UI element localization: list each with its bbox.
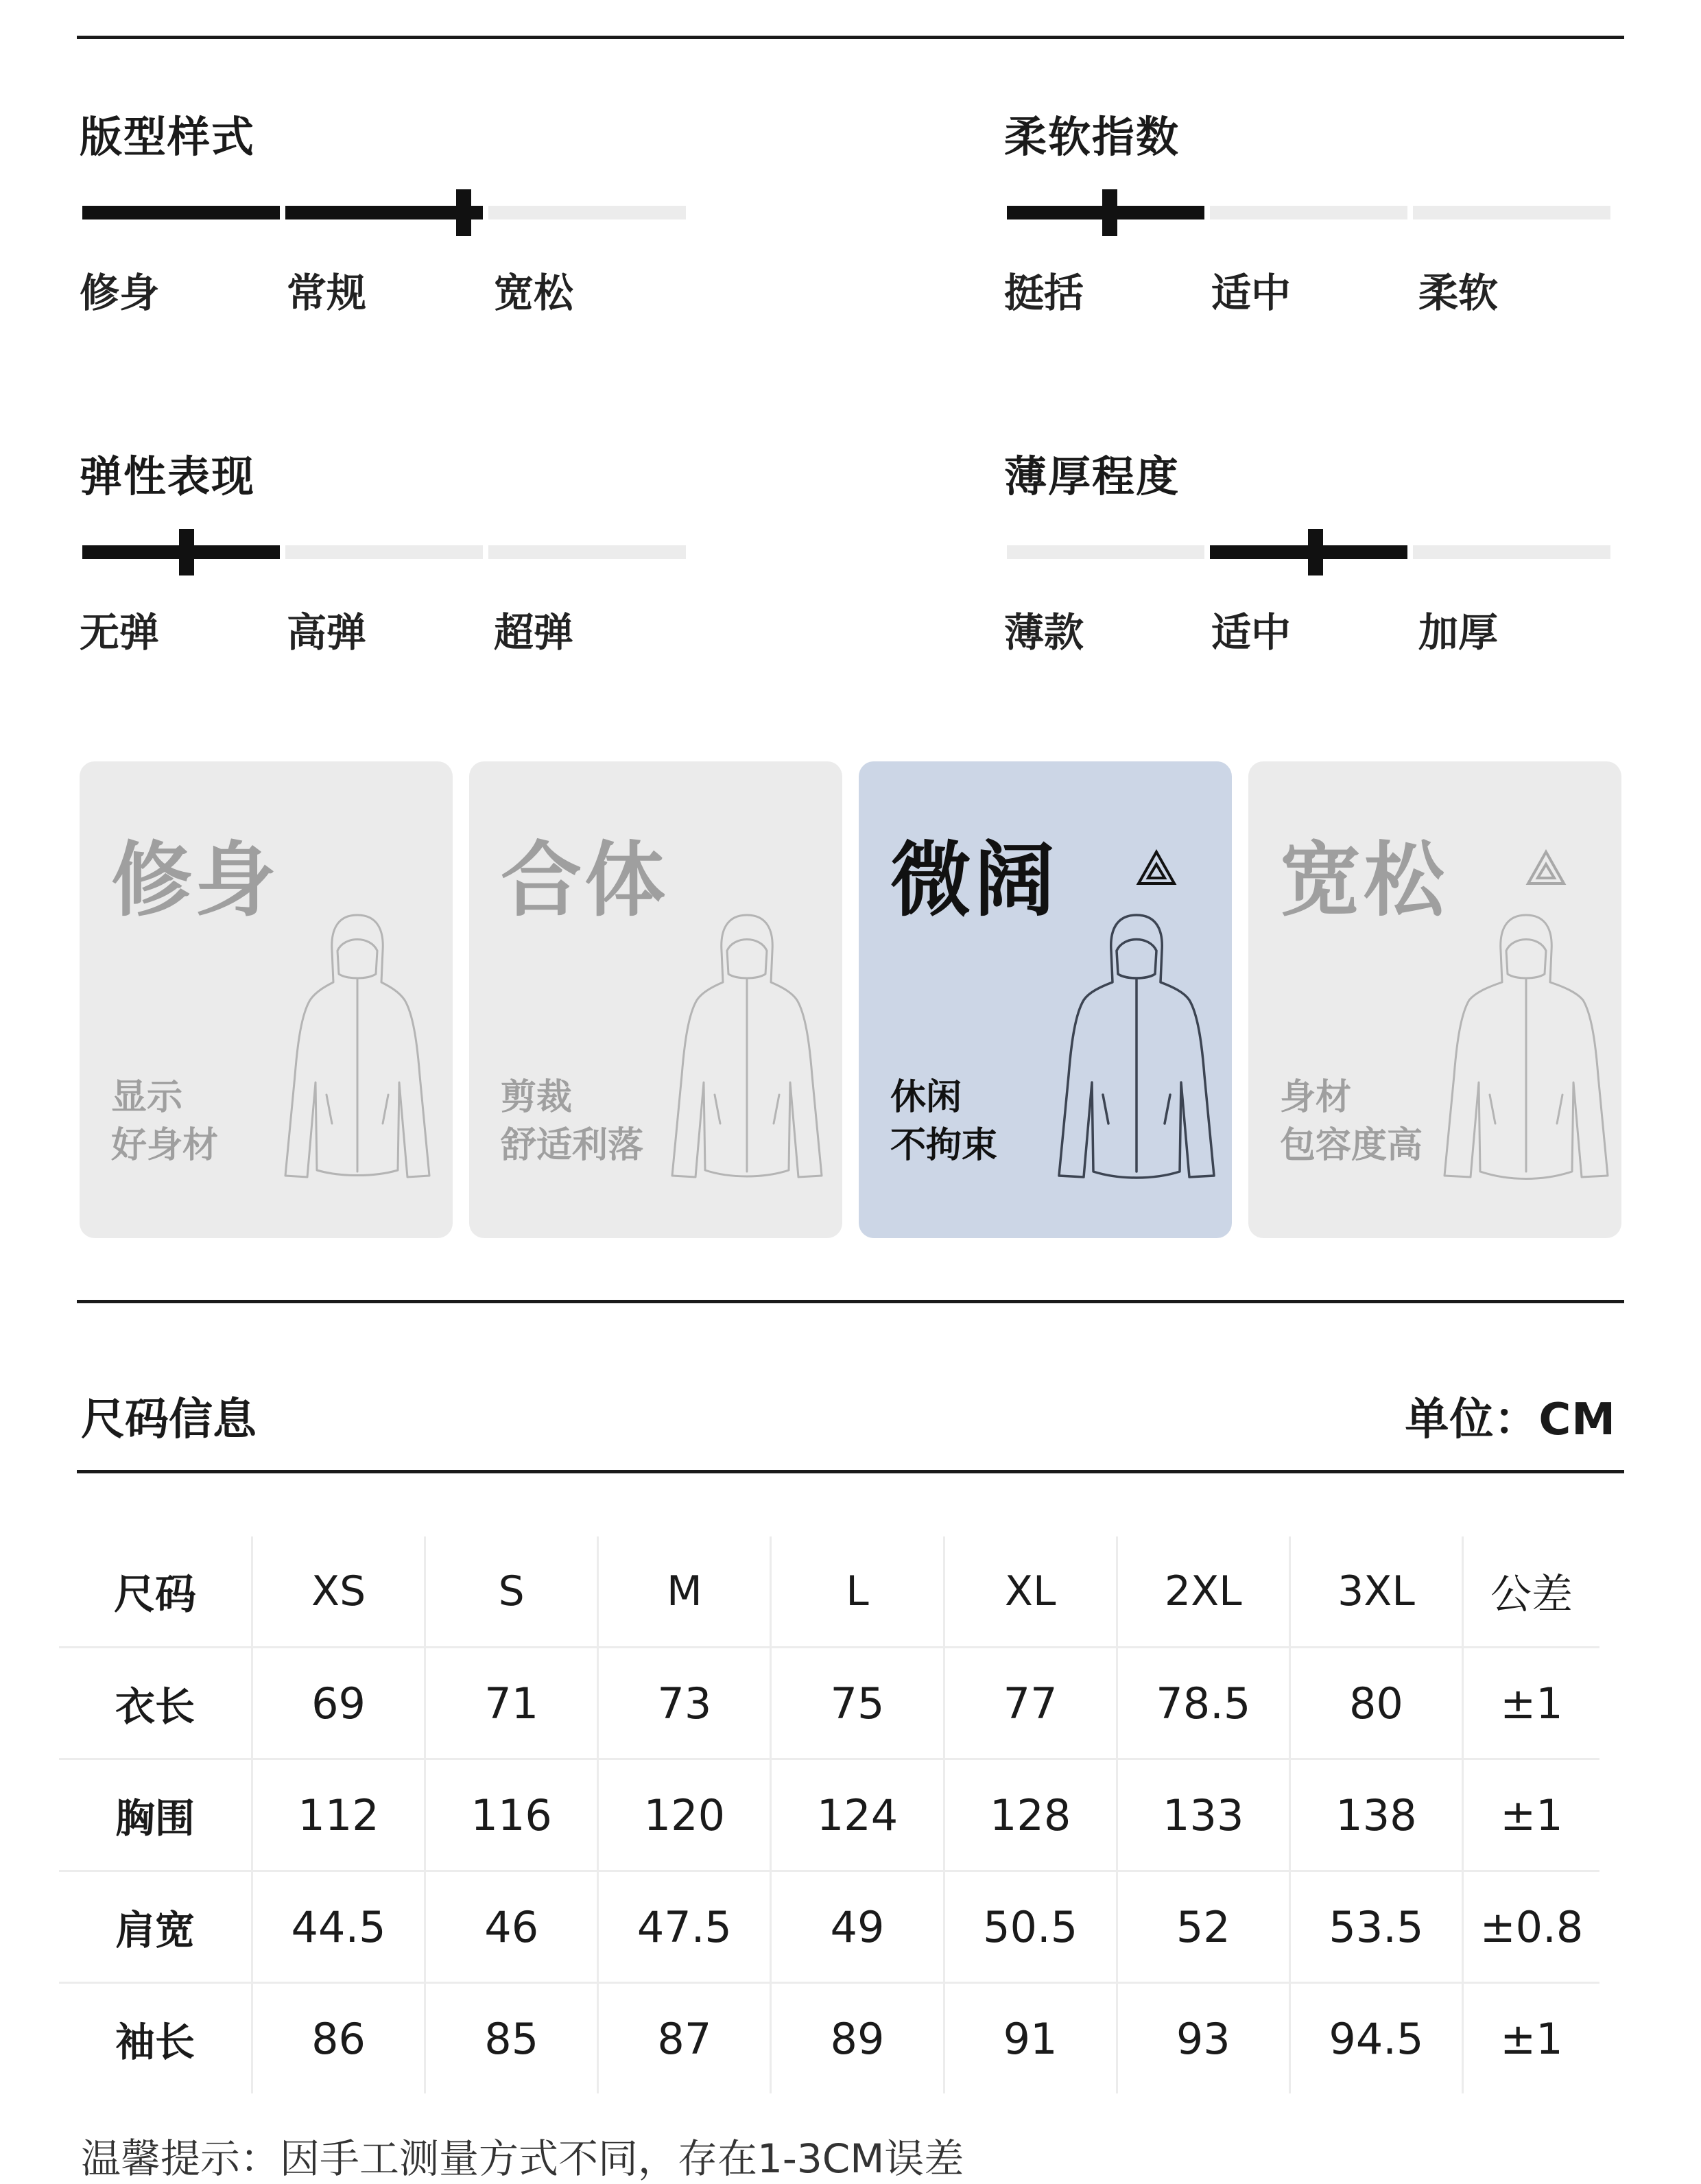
track-segment xyxy=(488,545,686,559)
tick-label: 加厚 xyxy=(1418,609,1499,656)
card-title: 宽松 xyxy=(1280,833,1448,927)
header-cell: L xyxy=(771,1536,944,1648)
card-desc-line: 休闲 xyxy=(890,1077,962,1118)
size-table xyxy=(59,1536,1599,2093)
table-cell: 73 xyxy=(598,1648,771,1759)
level-marker xyxy=(179,529,194,575)
triangle-logo-icon xyxy=(1136,849,1177,886)
softness-track xyxy=(1007,206,1610,219)
section-divider xyxy=(77,1300,1624,1303)
tick-label: 薄款 xyxy=(1004,609,1084,656)
card-description xyxy=(1280,1073,1423,1170)
fit-style-track xyxy=(82,206,686,219)
table-cell: 44.5 xyxy=(252,1871,425,1983)
table-cell: 124 xyxy=(771,1759,944,1871)
header-cell: XS xyxy=(252,1536,425,1648)
track-segment xyxy=(1413,545,1610,559)
fit-card-regular xyxy=(469,761,842,1238)
jacket-illustration-icon xyxy=(654,911,840,1185)
table-cell: 138 xyxy=(1289,1759,1462,1871)
tick-label: 常规 xyxy=(287,270,367,316)
row-label: 袖长 xyxy=(115,2019,195,2065)
table-row xyxy=(59,1648,1599,1759)
track-segment xyxy=(1007,545,1204,559)
table-row xyxy=(59,1983,1599,2094)
attr-title: 柔软指数 xyxy=(1004,112,1180,162)
card-description xyxy=(890,1073,997,1170)
header-cell: M xyxy=(598,1536,771,1648)
table-cell: 93 xyxy=(1117,1983,1289,2094)
tick-label: 柔软 xyxy=(1418,270,1499,316)
tick-label: 修身 xyxy=(80,270,160,316)
track-segment xyxy=(82,206,280,219)
attr-title: 弹性表现 xyxy=(80,451,256,501)
fit-card-loose xyxy=(1248,761,1621,1238)
tick-label: 挺括 xyxy=(1004,270,1084,316)
card-title: 合体 xyxy=(501,833,669,927)
tick-label: 无弹 xyxy=(80,609,160,656)
card-title: 修身 xyxy=(111,833,279,927)
header-cell: XL xyxy=(944,1536,1117,1648)
attr-softness xyxy=(1001,103,1619,322)
triangle-logo-icon xyxy=(1525,849,1567,886)
card-desc-line: 包容度高 xyxy=(1280,1125,1423,1166)
jacket-illustration-icon xyxy=(265,911,450,1185)
size-header-divider xyxy=(77,1470,1624,1473)
tolerance-cell: ±0.8 xyxy=(1463,1871,1600,1983)
tolerance-cell: ±1 xyxy=(1463,1759,1600,1871)
table-cell: 49 xyxy=(771,1871,944,1983)
row-label: 胸围 xyxy=(59,1759,252,1871)
table-cell: 46 xyxy=(425,1871,598,1983)
table-header-row xyxy=(59,1536,1599,1648)
table-cell: 89 xyxy=(771,1983,944,2094)
tolerance-cell: ±1 xyxy=(1463,1648,1600,1759)
header-cell: S xyxy=(425,1536,598,1648)
table-cell: 112 xyxy=(252,1759,425,1871)
track-segment xyxy=(1413,206,1610,219)
header-cell: 尺码 xyxy=(59,1536,252,1648)
table-row xyxy=(59,1759,1599,1871)
card-title: 微阔 xyxy=(890,833,1058,927)
attr-elasticity xyxy=(77,442,694,662)
size-info-title: 尺码信息 xyxy=(81,1394,257,1445)
elasticity-track xyxy=(82,545,686,559)
tolerance-cell: ±1 xyxy=(1463,1983,1600,2094)
card-desc-line: 不拘束 xyxy=(890,1125,998,1166)
table-cell: 86 xyxy=(252,1983,425,2094)
tick-label: 高弹 xyxy=(287,609,367,656)
row-label: 衣长 xyxy=(59,1648,252,1759)
table-cell: 85 xyxy=(425,1983,598,2094)
table-cell: 133 xyxy=(1117,1759,1289,1871)
track-segment xyxy=(285,545,483,559)
table-cell: 78.5 xyxy=(1117,1648,1289,1759)
level-marker xyxy=(1102,189,1117,236)
card-desc-line: 显示 xyxy=(111,1077,183,1118)
level-marker xyxy=(1308,529,1323,575)
table-cell: 91 xyxy=(944,1983,1117,2094)
attr-title: 版型样式 xyxy=(80,112,256,162)
tick-label: 适中 xyxy=(1211,270,1292,316)
track-segment xyxy=(285,206,483,219)
measurement-tip: 温馨提示：因手工测量方式不同，存在1-3CM误差 xyxy=(81,2135,964,2182)
thickness-track xyxy=(1007,545,1610,559)
table-cell: 52 xyxy=(1117,1871,1289,1983)
tick-label: 超弹 xyxy=(494,609,574,656)
track-segment xyxy=(1210,206,1407,219)
card-desc-line: 剪裁 xyxy=(501,1077,573,1118)
header-cell: 2XL xyxy=(1117,1536,1289,1648)
table-cell: 120 xyxy=(598,1759,771,1871)
fit-card-relaxed xyxy=(859,761,1232,1238)
header-cell: 公差 xyxy=(1463,1536,1600,1648)
table-cell: 87 xyxy=(598,1983,771,2094)
attr-fit-style xyxy=(77,103,694,322)
table-cell: 94.5 xyxy=(1289,1983,1462,2094)
table-cell: 47.5 xyxy=(598,1871,771,1983)
tick-label: 适中 xyxy=(1211,609,1292,656)
fit-card-slim xyxy=(80,761,453,1238)
card-description xyxy=(111,1073,218,1170)
header-cell: 3XL xyxy=(1289,1536,1462,1648)
table-cell: 80 xyxy=(1289,1648,1462,1759)
table-cell: 77 xyxy=(944,1648,1117,1759)
card-desc-line: 身材 xyxy=(1280,1077,1352,1118)
table-cell: 50.5 xyxy=(944,1871,1117,1983)
table-row xyxy=(59,1871,1599,1983)
table-cell: 53.5 xyxy=(1289,1871,1462,1983)
level-marker xyxy=(456,189,471,236)
card-desc-line: 舒适利落 xyxy=(501,1125,644,1166)
table-cell: 75 xyxy=(771,1648,944,1759)
card-desc-line: 好身材 xyxy=(111,1125,219,1166)
attr-title: 薄厚程度 xyxy=(1004,451,1180,501)
table-cell: 128 xyxy=(944,1759,1117,1871)
table-cell: 69 xyxy=(252,1648,425,1759)
attr-thickness xyxy=(1001,442,1619,662)
jacket-illustration-icon xyxy=(1044,911,1229,1185)
table-cell: 116 xyxy=(425,1759,598,1871)
unit-label: 单位：CM xyxy=(1405,1394,1616,1445)
card-description xyxy=(501,1073,643,1170)
top-divider xyxy=(77,36,1624,39)
row-label: 肩宽 xyxy=(59,1871,252,1983)
track-segment xyxy=(488,206,686,219)
tick-label: 宽松 xyxy=(494,270,574,316)
table-cell: 71 xyxy=(425,1648,598,1759)
jacket-illustration-icon xyxy=(1434,911,1619,1185)
